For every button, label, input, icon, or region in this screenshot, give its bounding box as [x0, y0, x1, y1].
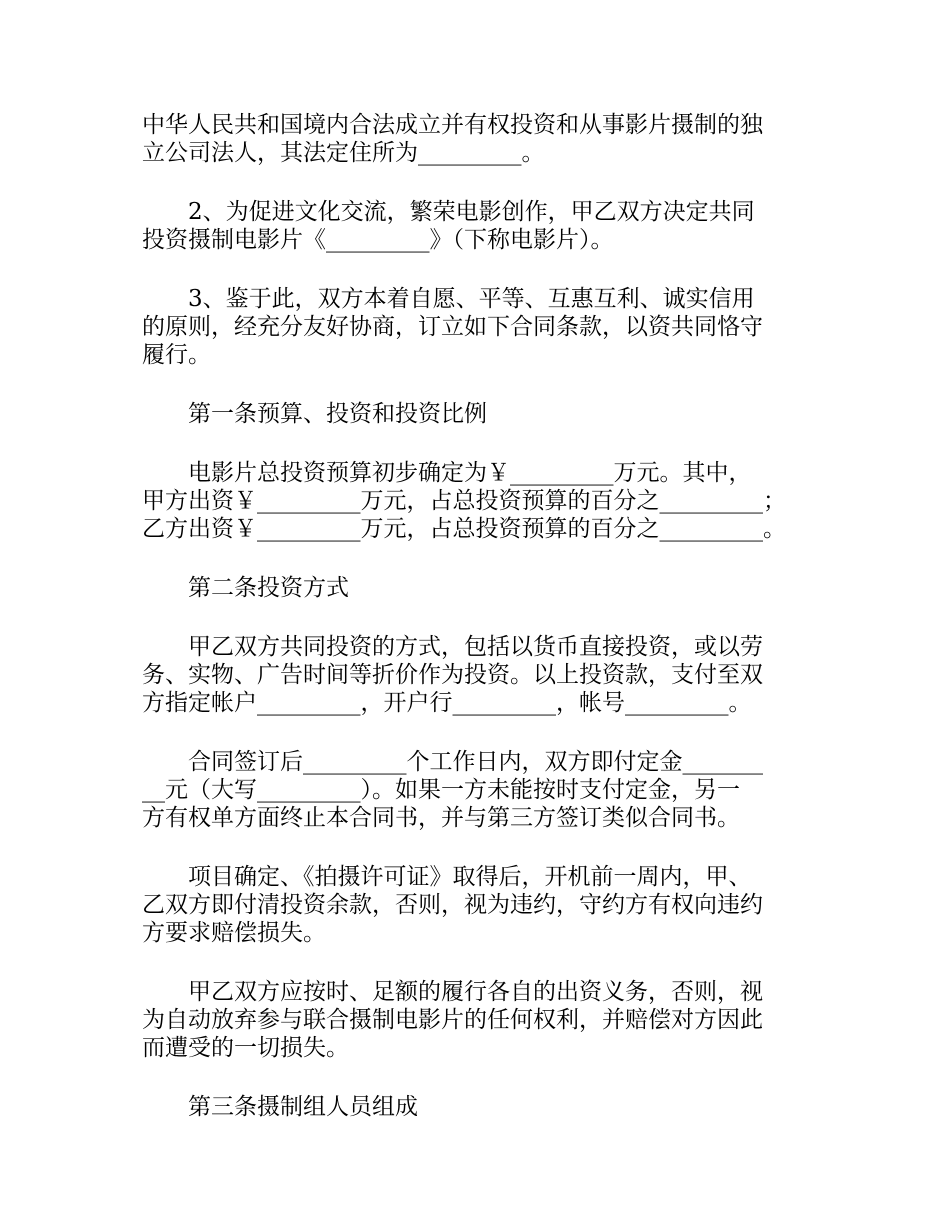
- text-line: 甲乙双方共同投资的方式，包括以货币直接投资，或以劳: [188, 634, 763, 660]
- paragraph-investment-method: [142, 633, 832, 717]
- text-line: 投资摄制电影片《_________》（下称电影片）。: [142, 227, 614, 253]
- text-line: 为自动放弃参与联合摄制电影片的任何权利，并赔偿对方因此: [142, 1007, 763, 1033]
- text-line: 电影片总投资预算初步确定为￥_________万元。其中，: [188, 460, 752, 486]
- heading-text: 第一条预算、投资和投资比例: [188, 401, 487, 427]
- text-line: 2、为促进文化交流，繁荣电影创作，甲乙双方决定共同: [188, 199, 755, 225]
- text-line: 方要求赔偿损失。: [142, 920, 326, 946]
- text-line: 的原则，经充分友好协商，订立如下合同条款，以资共同恪守: [142, 314, 763, 340]
- text-line: 乙双方即付清投资余款，否则，视为违约，守约方有权向违约: [142, 892, 763, 918]
- text-line: 履行。: [142, 342, 211, 368]
- section-heading-article-3: [142, 1093, 832, 1121]
- text-line: 甲乙双方应按时、足额的履行各自的出资义务，否则，视: [188, 979, 763, 1005]
- text-line: 务、实物、广告时间等折价作为投资。以上投资款，支付至双: [142, 662, 763, 688]
- heading-text: 第三条摄制组人员组成: [188, 1094, 418, 1120]
- text-line: 合同签订后_________个工作日内，双方即付定金_______: [188, 749, 763, 775]
- text-line: 乙方出资￥_________万元，占总投资预算的百分之_________。: [142, 516, 786, 542]
- text-line: 方指定帐户_________，开户行_________，帐号_________。: [142, 690, 752, 716]
- text-line: 项目确定、《拍摄许可证》取得后，开机前一周内，甲、: [188, 864, 752, 890]
- paragraph-balance-payment: [142, 863, 832, 947]
- paragraph-deposit: [142, 748, 832, 832]
- text-line: 中华人民共和国境内合法成立并有权投资和从事影片摄制的独: [142, 112, 763, 138]
- paragraph-2: [142, 198, 832, 254]
- paragraph-obligations: [142, 978, 832, 1062]
- text-line: __元（大写_________）。如果一方未能按时支付定金，另一: [142, 777, 740, 803]
- text-line: 立公司法人，其法定住所为_________。: [142, 140, 545, 166]
- section-heading-article-2: [142, 574, 832, 602]
- paragraph-budget: [142, 459, 832, 543]
- text-line: 方有权单方面终止本合同书，并与第三方签订类似合同书。: [142, 805, 740, 831]
- text-line: 而遭受的一切损失。: [142, 1035, 349, 1061]
- paragraph-1: [142, 111, 832, 167]
- text-line: 3、鉴于此，双方本着自愿、平等、互惠互利、诚实信用: [188, 286, 755, 312]
- document-page: [142, 111, 832, 1152]
- heading-text: 第二条投资方式: [188, 575, 349, 601]
- paragraph-3: [142, 285, 832, 369]
- text-line: 甲方出资￥_________万元，占总投资预算的百分之_________；: [142, 488, 786, 514]
- section-heading-article-1: [142, 400, 832, 428]
